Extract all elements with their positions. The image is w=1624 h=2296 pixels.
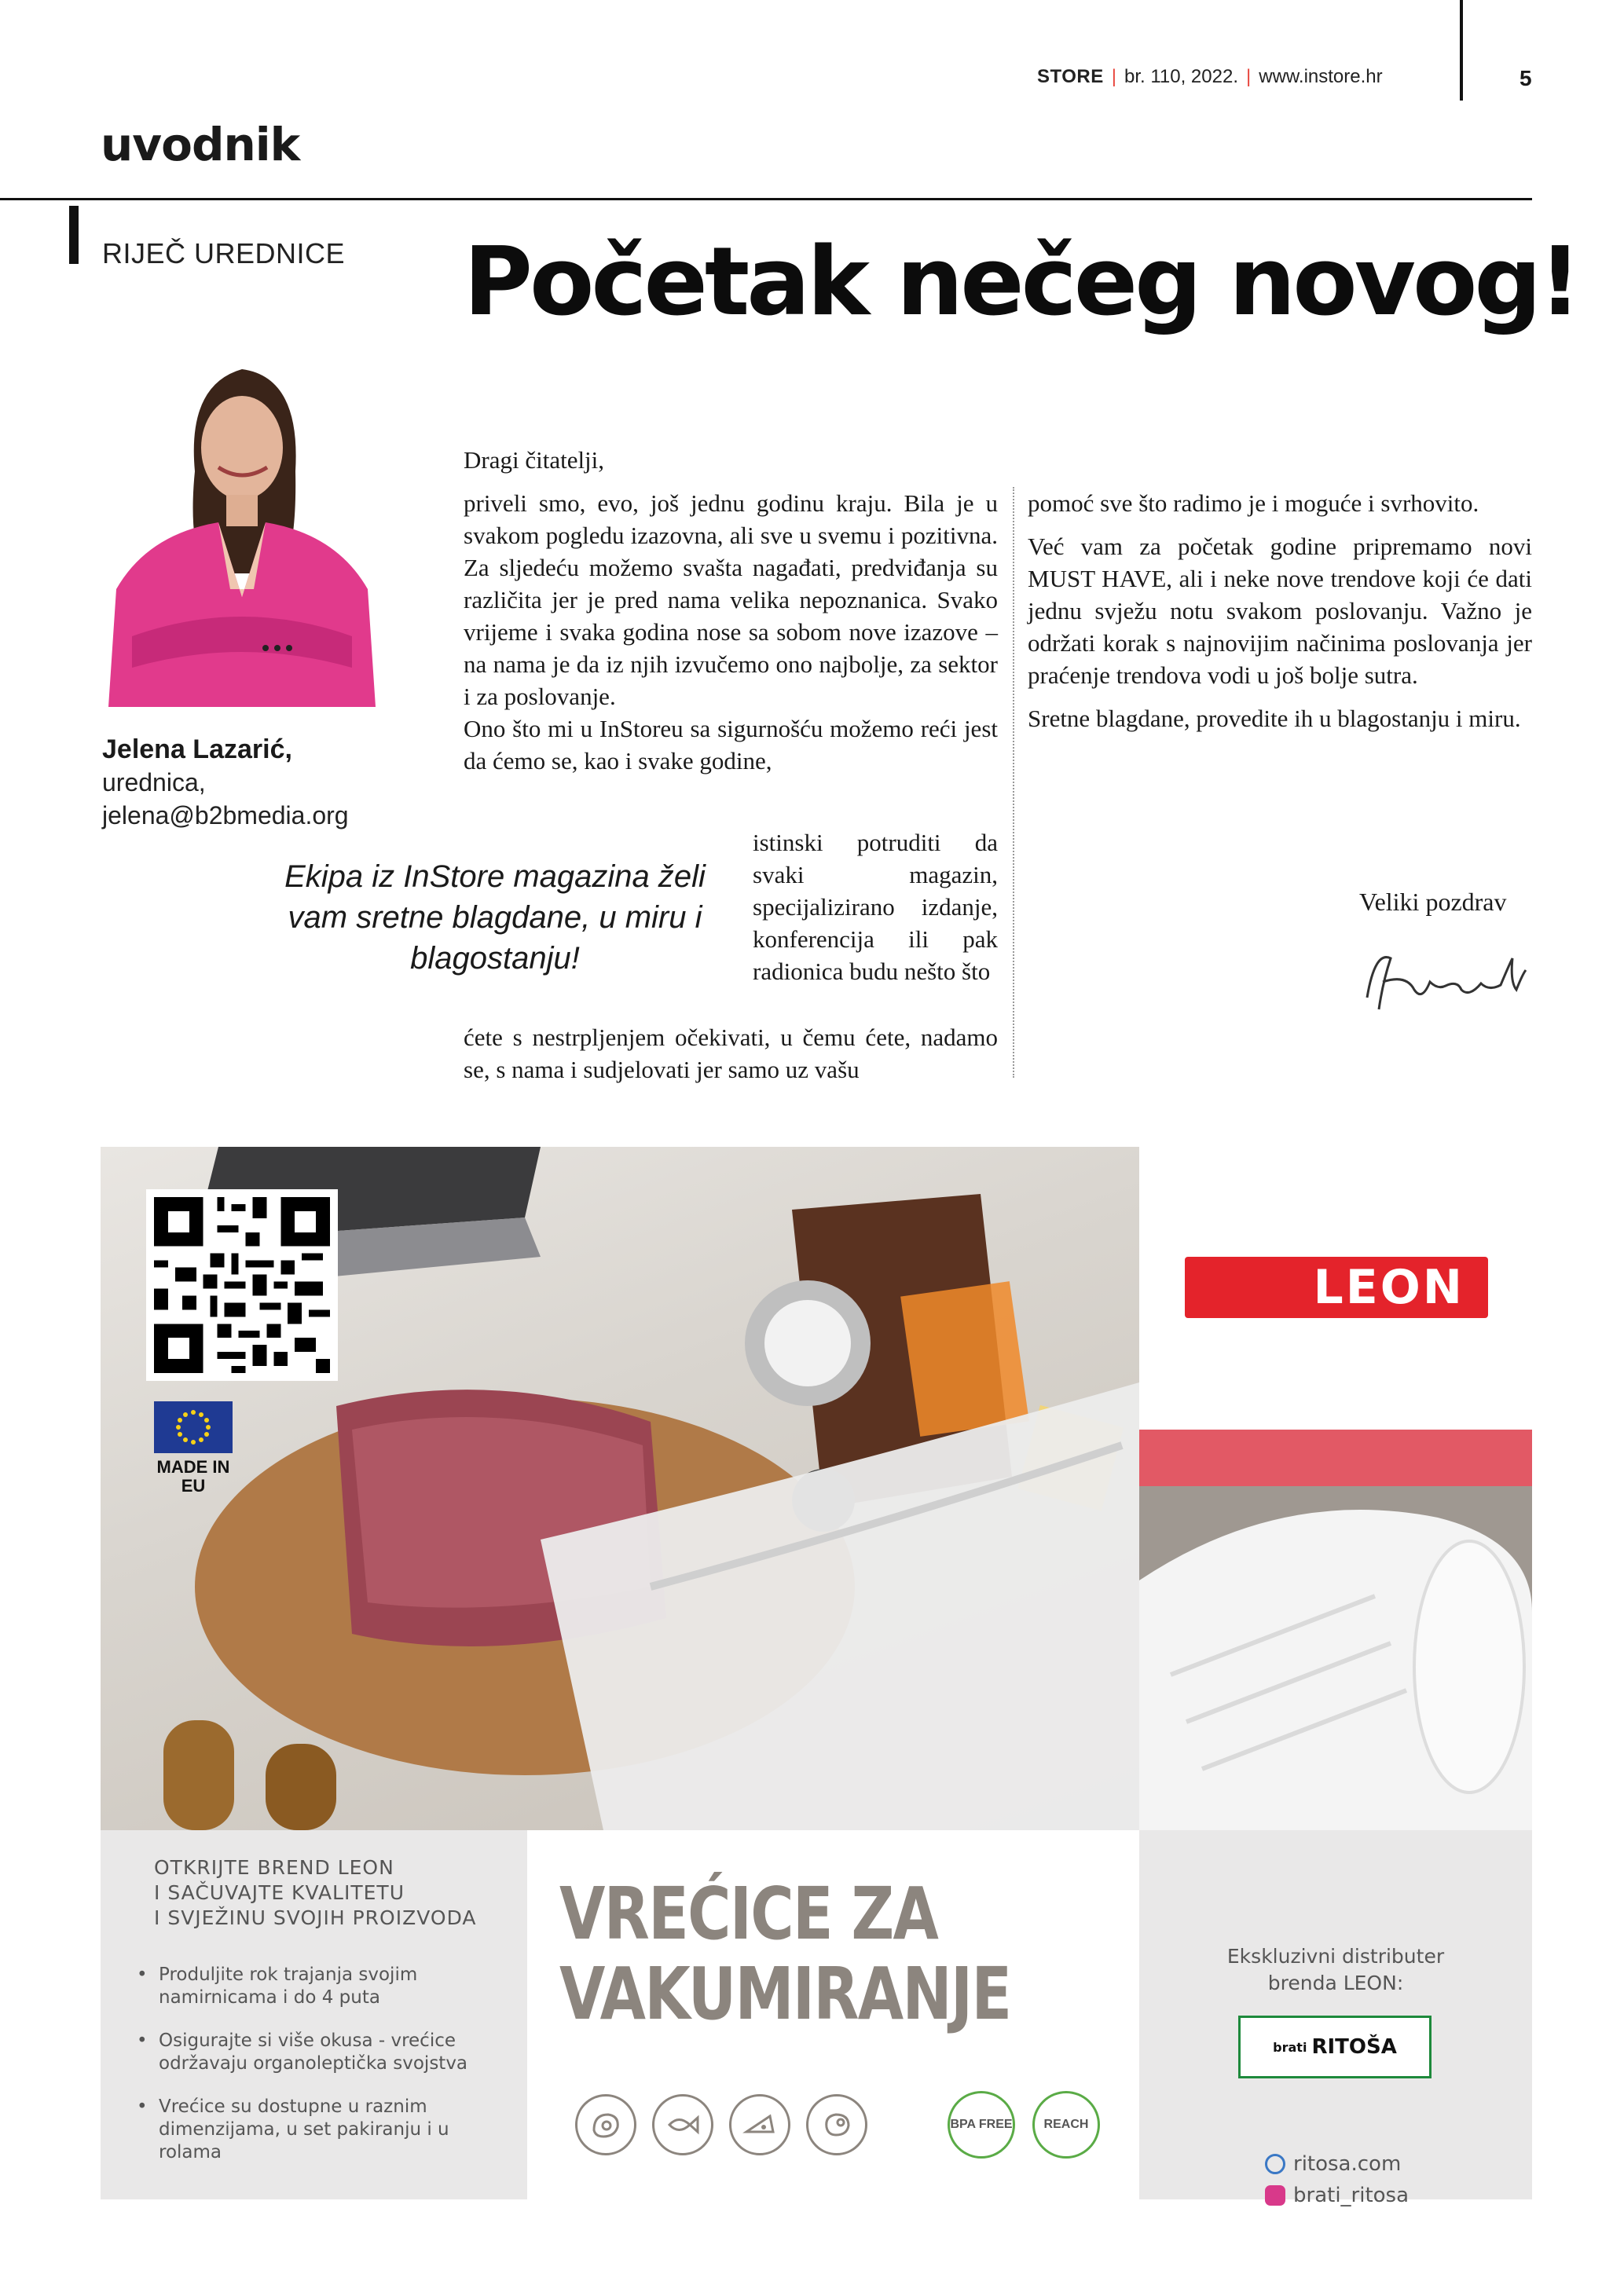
leon-brand: LEON: [1313, 1260, 1465, 1315]
separator: |: [1246, 66, 1252, 87]
ad-band: [1139, 1486, 1532, 1832]
ritosa-prefix: brati: [1273, 2039, 1307, 2055]
ad-title-line: VAKUMIRANJE: [559, 1952, 1011, 2036]
ad-heading-line: I SAČUVAJTE KVALITETU: [154, 1881, 405, 1904]
header-divider: [1460, 0, 1463, 101]
list-item: • Osigurajte si više okusa - vrećice održavaju organoleptička svojstva: [137, 2030, 514, 2075]
distributor-line: brenda LEON:: [1267, 1972, 1404, 1994]
paragraph-end: ćete s nestrpljenjem očekivati, u čemu ćete, nadamo se, s nama i sudjelovati jer samo uz vašu: [464, 1023, 998, 1083]
section-title: uvodnik: [101, 118, 300, 171]
paragraph: priveli smo, evo, još jednu godinu kraju. Bila je u svakom pogledu izazovna, ali sve u svemu i pozitivna. Za sljedeću možemo svašta nagađati, predviđanja su različita jer je pred nama velika nepoznanica. Svako vrijeme i svaka godina nose sa sobom nove izazove – na nama je da iz njih izvučemo ono najbolje, za sektor i za poslovanje.: [464, 489, 998, 710]
bpa-free-badge: BPA FREE: [948, 2091, 1015, 2159]
steak-icon: [806, 2094, 867, 2155]
kicker: RIJEČ UREDNICE: [102, 237, 346, 269]
fish-icon: [652, 2094, 713, 2155]
author-email[interactable]: jelena@b2bmedia.org: [102, 801, 349, 829]
ad-band: [1139, 1430, 1532, 1486]
ad-heading: [154, 1855, 476, 1931]
ritosa-logo: [1238, 2016, 1432, 2078]
website-contact[interactable]: [1265, 2152, 1401, 2176]
author-photo: [101, 338, 383, 707]
food-icons: [575, 2094, 867, 2155]
distributor-line: Ekskluzivni distributer: [1226, 1945, 1445, 1968]
instagram-contact[interactable]: [1265, 2184, 1409, 2207]
ad-heading-line: I SVJEŽINU SVOJIH PROIZVODA: [154, 1906, 477, 1929]
page-header: [1037, 66, 1383, 88]
section-rule: [0, 198, 1532, 200]
paragraph: Već vam za početak godine pripremamo novi MUST HAVE, ali i neke nove trendove koji će dati jednu svježu notu svakom poslovanju. Važno je održati korak s najnovijim načinima poslovanja jer praćenje trendova vodi u još bolje sutra.: [1028, 533, 1532, 689]
article-column-1: [464, 487, 998, 777]
globe-icon: [1265, 2154, 1285, 2174]
vacuum-roll: [1139, 1486, 1532, 1832]
paragraph: Ono što mi u InStoreu sa sigurnošću možemo reći jest da ćemo se, kao i svake godine,: [464, 715, 998, 774]
website-link[interactable]: www.instore.hr: [1259, 66, 1383, 87]
separator: |: [1111, 66, 1116, 87]
paragraph-wrap: istinski potruditi da svaki magazin, specijalizirano izdanje, konferencija ili pak radionica budu nešto što: [753, 829, 998, 985]
eu-flag-icon: [154, 1401, 233, 1453]
article-title: Početak nečeg novog!: [464, 228, 1579, 337]
qr-code[interactable]: [146, 1189, 338, 1381]
ad-product-title: [559, 1874, 1010, 2034]
instagram-icon: [1265, 2185, 1285, 2206]
leon-logo: [1185, 1257, 1488, 1318]
ad-benefits-list: [137, 1964, 514, 2184]
instagram-text: brati_ritosa: [1293, 2184, 1410, 2207]
reach-badge: REACH: [1032, 2091, 1100, 2159]
salutation: Dragi čitatelji,: [464, 446, 605, 474]
author-name: Jelena Lazarić,: [102, 734, 292, 764]
ad-title-line: VREĆICE ZA: [559, 1872, 938, 1956]
website-text: ritosa.com: [1293, 2152, 1402, 2176]
ad-heading-line: OTKRIJTE BREND LEON: [154, 1856, 394, 1879]
kicker-bar: [69, 206, 79, 264]
cheese-icon: [729, 2094, 790, 2155]
list-item: • Produljite rok trajanja svojim namirnicama i do 4 puta: [137, 1964, 514, 2009]
list-item: • Vrećice su dostupne u raznim dimenzijama, u set pakiranju i u rolama: [137, 2096, 514, 2164]
article-column-2: [1028, 487, 1532, 745]
qr-code-icon: [154, 1197, 330, 1373]
author-role: urednica,: [102, 768, 206, 796]
page-number: 5: [1520, 66, 1532, 90]
ad-distributor-panel: [1139, 1830, 1532, 2199]
paragraph: pomoć sve što radimo je i moguće i svrhovito.: [1028, 489, 1479, 517]
distributor-label: [1139, 1943, 1532, 1997]
pull-quote: Ekipa iz InStore magazina želi vam sretne blagdane, u miru i blagostanju!: [284, 859, 706, 976]
meat-icon: [575, 2094, 636, 2155]
closing: Veliki pozdrav: [1359, 888, 1507, 916]
issue-number: br. 110, 2022.: [1124, 66, 1238, 87]
paragraph: Sretne blagdane, provedite ih u blagostanju i miru.: [1028, 705, 1521, 732]
ritosa-name: RITOŠA: [1311, 2035, 1397, 2059]
signature: [1351, 935, 1540, 1021]
made-in-eu: MADE IN EU: [156, 1457, 230, 1496]
instore-logo: STORE: [1037, 66, 1104, 87]
column-divider: [1013, 487, 1014, 1078]
